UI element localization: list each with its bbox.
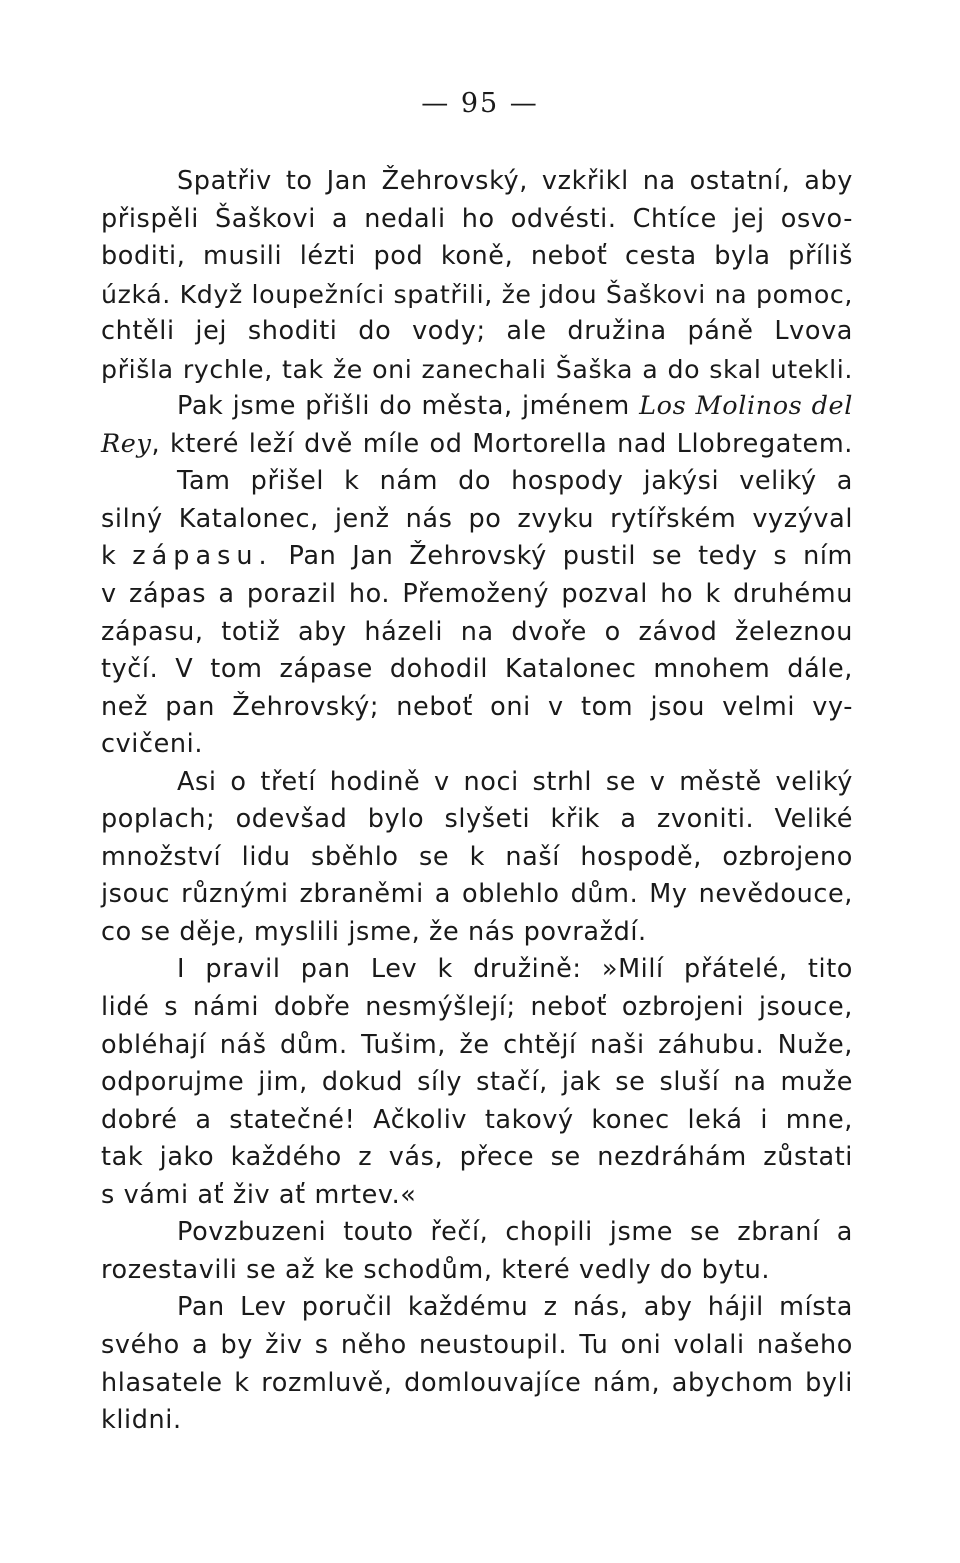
text-line — [101, 1139, 853, 1177]
text-span: dobré a statečné! Ačkoliv takový konec leká i mne, — [101, 1104, 853, 1135]
text-span: chtěli jej shoditi do vody; ale družina páně Lvova — [101, 316, 853, 347]
text-line — [101, 1027, 853, 1065]
body-text — [101, 163, 853, 1440]
text-span: jsouc různými zbraněmi a oblehlo dům. My nevědouce, — [101, 879, 853, 910]
text-span: rozestavili se až ke schodům, které vedly do bytu. — [101, 1254, 771, 1285]
text-line — [101, 576, 853, 614]
italic-text: Rey — [101, 428, 152, 459]
text-line — [101, 238, 853, 276]
text-span: přišla rychle, tak že oni zanechali Šaška a do skal utekli. — [101, 354, 853, 384]
text-span: tyčí. V tom zápase dohodil Katalonec mnohem dále, — [101, 654, 853, 685]
text-span: přispěli Šaškovi a nedali ho odvésti. Chtíce jej osvo- — [101, 203, 853, 234]
text-line — [101, 313, 853, 351]
text-line — [101, 1214, 853, 1252]
text-span: co se děje, myslili jsme, že nás povraždí. — [101, 916, 647, 947]
text-span: boditi, musili lézti pod koně, neboť cesta byla příliš — [101, 241, 853, 272]
text-line — [101, 1064, 853, 1102]
text-line — [101, 801, 853, 839]
text-line — [101, 538, 853, 576]
text-span: I pravil pan Lev k družině: »Milí přátelé, tito — [177, 954, 853, 985]
text-line — [101, 1102, 853, 1140]
text-span: zápasu, totiž aby házeli na dvoře o závod železnou — [101, 616, 853, 647]
text-line — [101, 951, 853, 989]
text-span: Pak jsme přišli do města, jménem — [177, 391, 640, 422]
text-span: Pan Jan Žehrovský pustil se tedy s ním — [272, 541, 853, 572]
text-span: obléhají náš dům. Tušim, že chtějí naši záhubu. Nuže, — [101, 1029, 853, 1060]
text-line — [101, 163, 853, 201]
text-line — [101, 426, 853, 464]
text-span: k — [101, 541, 133, 572]
text-span: poplach; odevšad bylo slyšeti křik a zvoniti. Veliké — [101, 804, 853, 835]
text-line — [101, 651, 853, 689]
text-line — [101, 201, 853, 239]
text-span: než pan Žehrovský; neboť oni v tom jsou velmi vy- — [101, 691, 853, 722]
text-span: Povzbuzeni touto řečí, chopili jsme se zbraní a — [177, 1217, 853, 1248]
text-line — [101, 1252, 853, 1290]
text-line — [101, 501, 853, 539]
text-span: silný Katalonec, jenž nás po zvyku rytířském vyzýval — [101, 503, 853, 534]
text-span: svého a by živ s něho neustoupil. Tu oni volali našeho — [101, 1329, 853, 1360]
text-line — [101, 1402, 853, 1440]
text-line — [101, 463, 853, 501]
text-line — [101, 764, 853, 802]
text-span: Spatřiv to Jan Žehrovský, vzkřikl na ostatní, aby — [177, 166, 853, 196]
text-line — [101, 726, 853, 764]
text-line — [101, 614, 853, 652]
text-span: Pan Lev poručil každému z nás, aby hájil místa — [177, 1292, 853, 1323]
text-span: s vámi ať živ ať mrtev.« — [101, 1179, 417, 1210]
text-line — [101, 1365, 853, 1403]
text-span: , které leží dvě míle od Mortorella nad Llobregatem. — [151, 428, 853, 459]
text-span: cvičeni. — [101, 729, 204, 760]
italic-text: Los Molinos del — [639, 391, 853, 422]
text-span: úzká. Když loupežníci spatřili, že jdou Šaškovi na pomoc, — [101, 279, 853, 309]
text-line — [101, 914, 853, 952]
page-number: — 95 — — [421, 88, 539, 119]
text-line — [101, 276, 853, 314]
text-line — [101, 1177, 853, 1215]
text-line — [101, 1327, 853, 1365]
text-span: odporujme jim, dokud síly stačí, jak se sluší na muže — [101, 1067, 853, 1098]
text-span: tak jako každého z vás, přece se nezdráhám zůstati — [101, 1142, 853, 1173]
text-span: Tam přišel k nám do hospody jakýsi veliký a — [177, 466, 853, 497]
text-line — [101, 689, 853, 727]
text-line — [101, 839, 853, 877]
text-line — [101, 351, 853, 389]
text-span: hlasatele k rozmluvě, domlouvajíce nám, abychom byli — [101, 1367, 853, 1398]
text-span: množství lidu sběhlo se k naší hospodě, ozbrojeno — [101, 841, 853, 872]
text-span: v zápas a porazil ho. Přemožený pozval ho k druhému — [101, 579, 853, 610]
text-line — [101, 1289, 853, 1327]
spaced-text: zápasu. — [132, 541, 273, 572]
text-span: klidni. — [101, 1405, 182, 1436]
text-line — [101, 989, 853, 1027]
text-span: Asi o třetí hodině v noci strhl se v městě veliký — [177, 766, 853, 797]
text-line — [101, 388, 853, 426]
text-line — [101, 876, 853, 914]
text-span: lidé s námi dobře nesmýšlejí; neboť ozbrojeni jsouce, — [101, 992, 853, 1023]
